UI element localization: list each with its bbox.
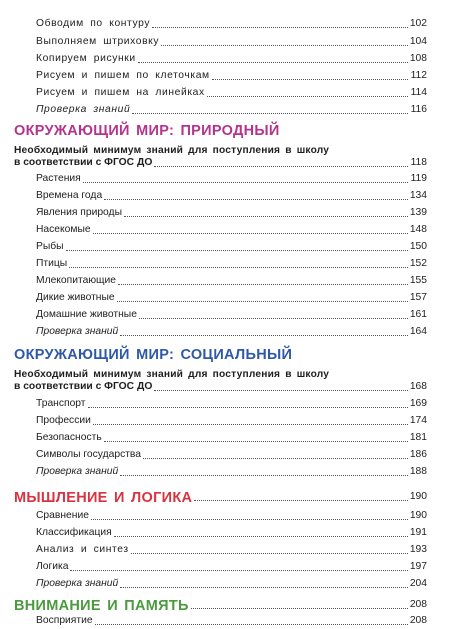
toc-entry[interactable]: [36, 241, 427, 253]
toc-entry-page: 114: [410, 87, 427, 98]
toc-entry[interactable]: [36, 292, 427, 304]
toc-entry-label: Времена года: [36, 190, 103, 201]
toc-entry-label: Обводим по контуру: [36, 18, 151, 29]
dot-leader: [104, 199, 408, 200]
toc-entry-page: 118: [410, 157, 427, 168]
toc-entry-knowledge-check[interactable]: [36, 466, 427, 478]
toc-entry-label: Насекомые: [36, 224, 91, 235]
dot-leader: [83, 182, 408, 183]
toc-entry[interactable]: [36, 615, 427, 627]
toc-entry-page: 164: [409, 326, 427, 337]
toc-entry-page: 191: [409, 527, 427, 538]
toc-entry-page: 204: [409, 578, 427, 589]
toc-entry-page: 208: [409, 599, 427, 610]
dot-leader: [93, 424, 408, 425]
toc-section-logic[interactable]: [14, 490, 427, 506]
toc-entry-page: 168: [409, 381, 427, 392]
toc-entry-page: 193: [409, 544, 427, 555]
toc-entry-page: 186: [409, 449, 427, 460]
toc-entry[interactable]: [36, 207, 427, 219]
dot-leader: [66, 250, 408, 251]
dot-leader: [212, 79, 408, 80]
toc-entry-label: Млекопитающие: [36, 275, 116, 286]
toc-entry-label: Логика: [36, 561, 69, 572]
toc-entry[interactable]: [36, 53, 427, 65]
toc-entry-label: Выполняем штриховку: [36, 36, 160, 47]
toc-entry-label: Проверка знаний: [36, 578, 119, 589]
section-heading-social: ОКРУЖАЮЩИЙ МИР: СОЦИАЛЬНЫЙ: [14, 347, 293, 363]
toc-entry-page: 119: [410, 173, 427, 184]
toc-entry[interactable]: [36, 432, 427, 444]
dot-leader: [120, 587, 408, 588]
dot-leader: [207, 96, 408, 97]
toc-entry[interactable]: [36, 18, 427, 30]
dot-leader: [152, 27, 408, 28]
toc-entry-label: в соответствии с ФГОС ДО: [14, 157, 153, 168]
dot-leader: [95, 624, 408, 625]
toc-entry-label: Восприятие: [36, 615, 93, 626]
dot-leader: [114, 536, 408, 537]
toc-entry-section-intro[interactable]: [14, 157, 427, 169]
dot-leader: [69, 267, 408, 268]
toc-entry[interactable]: [36, 510, 427, 522]
toc-entry[interactable]: [36, 173, 427, 185]
toc-entry-label: Проверка знаний: [36, 104, 131, 115]
toc-entry-label: Рисуем и пишем по клеточкам: [36, 70, 210, 81]
dot-leader: [118, 284, 408, 285]
dot-leader: [120, 335, 408, 336]
toc-entry-label: Классификация: [36, 527, 112, 538]
toc-entry-page: 112: [410, 70, 427, 81]
toc-entry[interactable]: [36, 36, 427, 48]
dot-leader: [154, 390, 408, 391]
toc-entry[interactable]: [36, 544, 427, 556]
toc-section-attention[interactable]: [14, 598, 427, 614]
toc-entry-label: Птицы: [36, 258, 68, 269]
toc-entry-page: 102: [409, 18, 427, 29]
section-intro-line1: Необходимый минимум знаний для поступления в школу: [14, 369, 330, 380]
toc-entry[interactable]: [36, 258, 427, 270]
toc-entry-page: 197: [409, 561, 427, 572]
section-heading-attention: ВНИМАНИЕ И ПАМЯТЬ: [14, 598, 189, 614]
toc-entry[interactable]: [36, 561, 427, 573]
dot-leader: [194, 500, 408, 501]
toc-entry-page: 155: [409, 275, 427, 286]
toc-entry-page: 152: [409, 258, 427, 269]
toc-entry-label: Явления природы: [36, 207, 122, 218]
dot-leader: [161, 45, 408, 46]
toc-entry-label: Анализ и синтез: [36, 544, 129, 555]
toc-entry-label: Проверка знаний: [36, 326, 119, 337]
dot-leader: [124, 216, 408, 217]
dot-leader: [191, 608, 408, 609]
toc-entry[interactable]: [36, 275, 427, 287]
toc-entry-page: 108: [409, 53, 427, 64]
toc-entry-label: в соответствии с ФГОС ДО: [14, 381, 153, 392]
dot-leader: [131, 553, 408, 554]
toc-entry-page: 157: [409, 292, 427, 303]
toc-entry-page: 139: [409, 207, 427, 218]
dot-leader: [139, 318, 408, 319]
section-heading-nature: ОКРУЖАЮЩИЙ МИР: ПРИРОДНЫЙ: [14, 123, 280, 139]
dot-leader: [104, 441, 408, 442]
toc-entry-page: 208: [409, 615, 427, 626]
toc-entry-label: Рисуем и пишем на линейках: [36, 87, 205, 98]
toc-entry-section-intro[interactable]: [14, 381, 427, 393]
dot-leader: [93, 233, 408, 234]
toc-entry-knowledge-check[interactable]: [36, 326, 427, 338]
toc-entry[interactable]: [36, 398, 427, 410]
toc-entry-page: 181: [409, 432, 427, 443]
toc-entry-label: Дикие животные: [36, 292, 115, 303]
toc-entry-label: Копируем рисунки: [36, 53, 136, 64]
toc-entry-label: Символы государства: [36, 449, 142, 460]
toc-entry-page: 174: [409, 415, 427, 426]
dot-leader: [91, 519, 408, 520]
toc-entry-label: Профессии: [36, 415, 91, 426]
toc-entry[interactable]: [36, 224, 427, 236]
toc-entry-page: 188: [409, 466, 427, 477]
dot-leader: [120, 475, 408, 476]
toc-entry-page: 169: [409, 398, 427, 409]
dot-leader: [132, 113, 408, 114]
toc-entry-page: 116: [410, 104, 427, 115]
toc-entry[interactable]: [36, 527, 427, 539]
toc-entry[interactable]: [36, 309, 427, 321]
toc-entry[interactable]: [36, 449, 427, 461]
dot-leader: [154, 166, 408, 167]
toc-entry-page: 190: [409, 510, 427, 521]
toc-entry-page: 150: [409, 241, 427, 252]
toc-entry[interactable]: [36, 415, 427, 427]
toc-entry-label: Растения: [36, 173, 81, 184]
toc-entry-page: 161: [409, 309, 427, 320]
toc-entry-label: Проверка знаний: [36, 466, 119, 477]
dot-leader: [143, 458, 408, 459]
toc-entry-page: 134: [409, 190, 427, 201]
toc-entry[interactable]: [36, 190, 427, 202]
dot-leader: [88, 407, 408, 408]
toc-entry[interactable]: [36, 87, 427, 99]
toc-entry-label: Безопасность: [36, 432, 102, 443]
dot-leader: [138, 62, 408, 63]
toc-entry-page: 190: [409, 491, 427, 502]
section-intro-line1: Необходимый минимум знаний для поступления в школу: [14, 145, 330, 156]
section-heading-logic: МЫШЛЕНИЕ И ЛОГИКА: [14, 490, 193, 506]
toc-entry-label: Сравнение: [36, 510, 89, 521]
toc-entry[interactable]: [36, 70, 427, 82]
toc-entry-label: Транспорт: [36, 398, 86, 409]
toc-entry-knowledge-check[interactable]: [36, 104, 427, 116]
toc-entry-page: 104: [409, 36, 427, 47]
toc-entry-page: 148: [409, 224, 427, 235]
toc-entry-label: Домашние животные: [36, 309, 137, 320]
toc-entry-label: Рыбы: [36, 241, 64, 252]
dot-leader: [70, 570, 408, 571]
toc-entry-knowledge-check[interactable]: [36, 578, 427, 590]
dot-leader: [117, 301, 408, 302]
